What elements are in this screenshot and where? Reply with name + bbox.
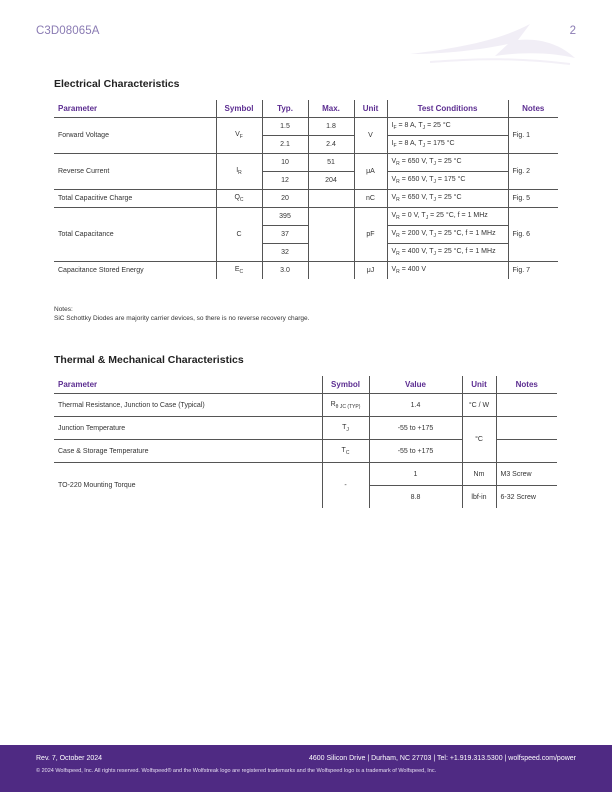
col-header-unit: Unit — [462, 376, 496, 394]
symbol-ir: $I_R$ — [216, 154, 262, 190]
unit-value: V — [354, 118, 387, 154]
note-ref: Fig. 2 — [508, 154, 558, 190]
col-header-notes: Notes — [496, 376, 557, 394]
param-mounting-torque: TO-220 Mounting Torque — [54, 463, 322, 509]
table-row — [54, 154, 558, 172]
unit-value: nC — [354, 190, 387, 208]
value: 1.4 — [369, 394, 462, 417]
max-value — [308, 208, 354, 262]
page-footer — [0, 745, 612, 792]
test-condition: $V_R = 400$ V, $T_J = 25$ °C, f = 1 MHz — [387, 244, 508, 262]
typ-value: 2.1 — [262, 136, 308, 154]
value: 1 — [369, 463, 462, 486]
col-header-symbol: Symbol — [322, 376, 369, 394]
revision-text: Rev. 7, October 2024 — [36, 755, 103, 762]
note-ref: Fig. 1 — [508, 118, 558, 154]
notes-heading: Notes: — [54, 306, 73, 313]
col-header-notes: Notes — [508, 100, 558, 118]
param-thermal-resistance: Thermal Resistance, Junction to Case (Typical) — [54, 394, 322, 417]
notes-line: SiC Schottky Diodes are majority carrier devices, so there is no reverse recovery charge. — [54, 315, 310, 322]
table-header-row — [54, 100, 558, 118]
unit-value: μA — [354, 154, 387, 190]
symbol-ec: $E_C$ — [216, 262, 262, 280]
unit-value: lbf-in — [462, 486, 496, 509]
typ-value: 1.5 — [262, 118, 308, 136]
symbol-tc: $T_C$ — [322, 440, 369, 463]
table-row — [54, 190, 558, 208]
note-ref — [496, 394, 557, 417]
test-condition: $V_R = 650$ V, $T_J = 175$ °C — [387, 172, 508, 190]
test-condition: $I_F = 8$ A, $T_J = 175$ °C — [387, 136, 508, 154]
symbol-c: C — [216, 208, 262, 262]
copyright-text: © 2024 Wolfspeed, Inc. All rights reserved. Wolfspeed® and the Wolfstreak logo are registered trademarks and the Wolfspeed logo is a trademark of Wolfspeed, Inc. — [36, 768, 437, 774]
thermal-mechanical-table — [54, 376, 557, 508]
test-condition: $V_R = 0$ V, $T_J = 25$ °C, f = 1 MHz — [387, 208, 508, 226]
note-ref — [496, 440, 557, 463]
typ-value: 395 — [262, 208, 308, 226]
notes-block — [54, 305, 309, 323]
test-condition: $V_R = 200$ V, $T_J = 25$ °C, f = 1 MHz — [387, 226, 508, 244]
note-ref: Fig. 7 — [508, 262, 558, 280]
unit-value: °C / W — [462, 394, 496, 417]
value: -55 to +175 — [369, 440, 462, 463]
param-total-capacitance: Total Capacitance — [54, 208, 216, 262]
test-condition: $I_F = 8$ A, $T_J = 25$ °C — [387, 118, 508, 136]
col-header-parameter: Parameter — [54, 100, 216, 118]
table-row — [54, 394, 557, 417]
max-value: 2.4 — [308, 136, 354, 154]
electrical-characteristics-title: Electrical Characteristics — [54, 78, 180, 90]
param-reverse-current: Reverse Current — [54, 154, 216, 190]
test-condition: $V_R = 650$ V, $T_J = 25$ °C — [387, 154, 508, 172]
table-row — [54, 417, 557, 440]
note-ref — [496, 417, 557, 440]
thermal-mechanical-title: Thermal & Mechanical Characteristics — [54, 354, 244, 366]
value: 8.8 — [369, 486, 462, 509]
electrical-characteristics-table — [54, 100, 558, 279]
col-header-test-conditions: Test Conditions — [387, 100, 508, 118]
typ-value: 3.0 — [262, 262, 308, 280]
unit-value: μJ — [354, 262, 387, 280]
typ-value: 32 — [262, 244, 308, 262]
symbol-qc: $Q_C$ — [216, 190, 262, 208]
part-number: C3D08065A — [36, 25, 100, 37]
note-ref: Fig. 6 — [508, 208, 558, 262]
param-total-capacitive-charge: Total Capacitive Charge — [54, 190, 216, 208]
param-case-storage-temperature: Case & Storage Temperature — [54, 440, 322, 463]
max-value: 204 — [308, 172, 354, 190]
param-forward-voltage: Forward Voltage — [54, 118, 216, 154]
table-row — [54, 118, 558, 136]
unit-value: pF — [354, 208, 387, 262]
symbol-tj: $T_J$ — [322, 417, 369, 440]
note-ref: M3 Screw — [496, 463, 557, 486]
typ-value: 37 — [262, 226, 308, 244]
param-junction-temperature: Junction Temperature — [54, 417, 322, 440]
typ-value: 20 — [262, 190, 308, 208]
param-capacitance-stored-energy: Capacitance Stored Energy — [54, 262, 216, 280]
symbol-vf: $V_F$ — [216, 118, 262, 154]
max-value — [308, 190, 354, 208]
note-ref: Fig. 5 — [508, 190, 558, 208]
note-ref: 6-32 Screw — [496, 486, 557, 509]
page-number: 2 — [569, 25, 576, 37]
col-header-value: Value — [369, 376, 462, 394]
col-header-symbol: Symbol — [216, 100, 262, 118]
company-address: 4600 Silicon Drive | Durham, NC 27703 | Tel: +1.919.313.5300 | wolfspeed.com/power — [308, 755, 576, 762]
max-value: 51 — [308, 154, 354, 172]
test-condition: $V_R = 650$ V, $T_J = 25$ °C — [387, 190, 508, 208]
symbol-torque: - — [322, 463, 369, 509]
table-header-row — [54, 376, 557, 394]
table-row — [54, 208, 558, 226]
col-header-typ: Typ. — [262, 100, 308, 118]
typ-value: 12 — [262, 172, 308, 190]
symbol-rth: $R_{\theta JC (TYP)}$ — [322, 394, 369, 417]
max-value — [308, 262, 354, 280]
value: -55 to +175 — [369, 417, 462, 440]
table-row — [54, 262, 558, 280]
unit-value: Nm — [462, 463, 496, 486]
unit-value: °C — [462, 417, 496, 463]
test-condition: $V_R = 400$ V — [387, 262, 508, 280]
col-header-max: Max. — [308, 100, 354, 118]
typ-value: 10 — [262, 154, 308, 172]
col-header-unit: Unit — [354, 100, 387, 118]
table-row — [54, 463, 557, 486]
wolfstreak-logo-watermark — [400, 18, 580, 68]
col-header-parameter: Parameter — [54, 376, 322, 394]
max-value: 1.8 — [308, 118, 354, 136]
